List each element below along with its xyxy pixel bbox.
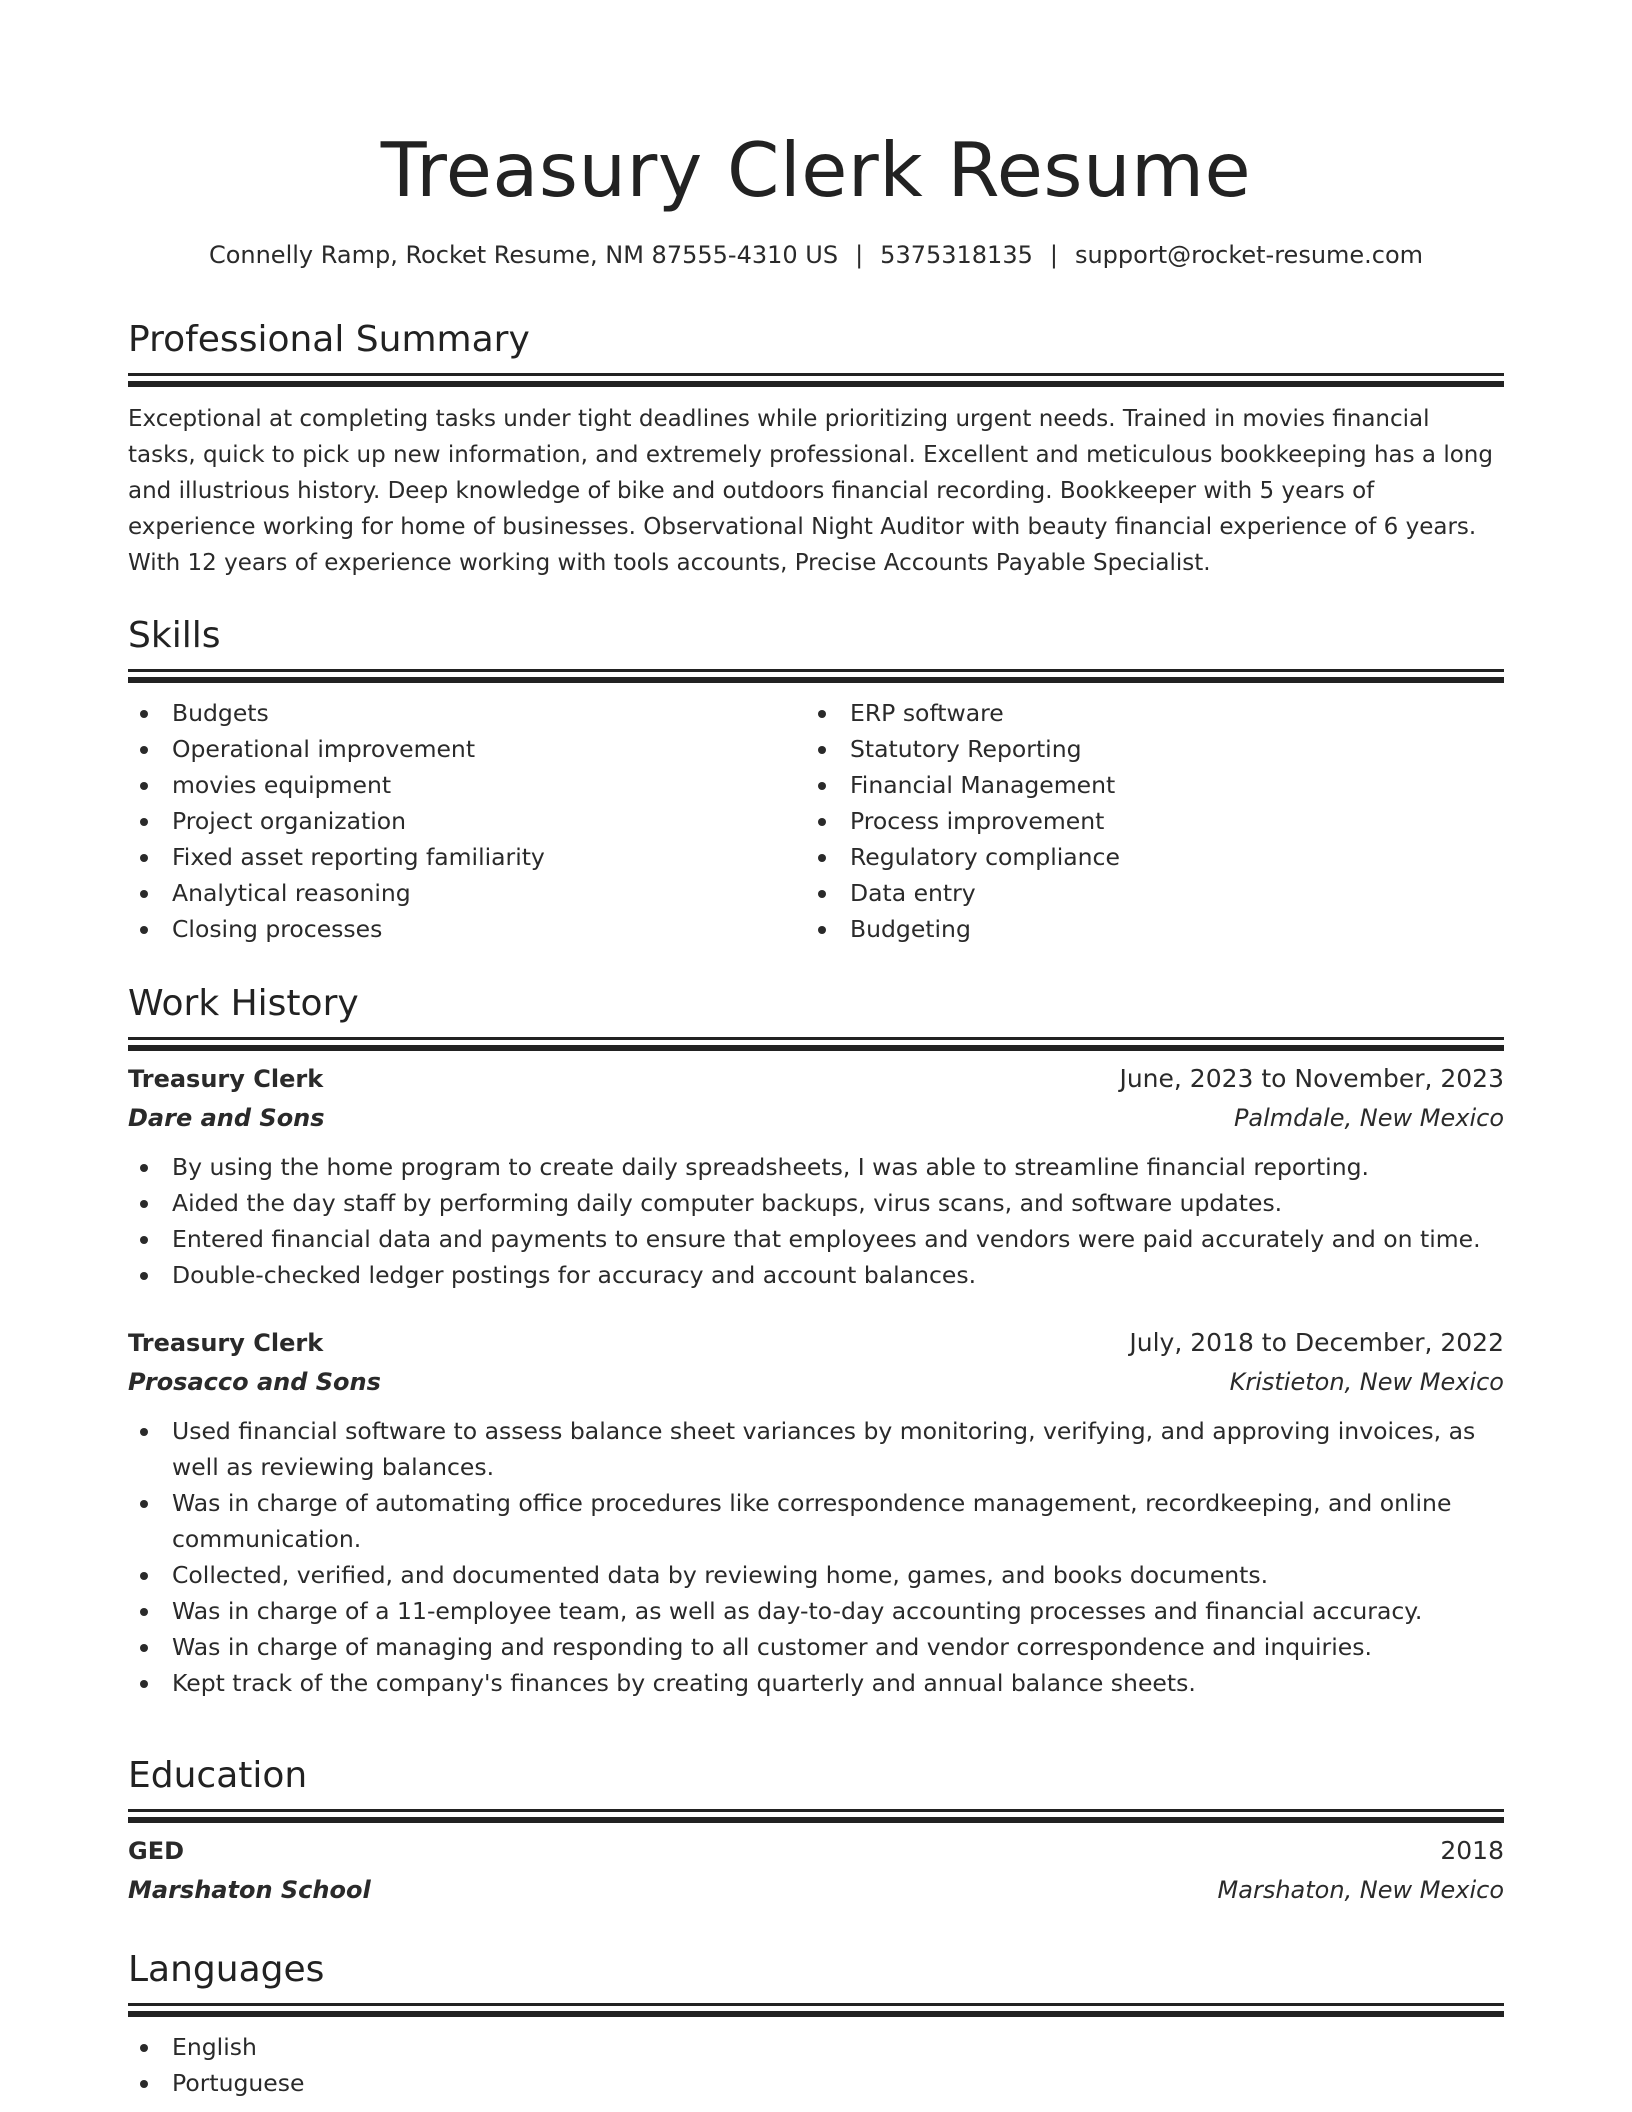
education-year: 2018 bbox=[1440, 1836, 1504, 1865]
language-item: English bbox=[128, 2029, 1504, 2065]
contact-line bbox=[118, 237, 1514, 273]
list-item: Collected, verified, and documented data by reviewing home, games, and books documents. bbox=[128, 1557, 1504, 1593]
bullet-icon bbox=[140, 1644, 148, 1652]
contact-separator: | bbox=[1049, 241, 1058, 269]
job-company: Dare and Sons bbox=[128, 1104, 325, 1132]
section-divider bbox=[128, 2011, 1504, 2017]
bullet-icon bbox=[140, 746, 148, 754]
summary-text: Exceptional at completing tasks under tight deadlines while prioritizing urgent needs. Trained in movies financial tasks, quick to pick up new information, and extremely professional. Excellent and meticulous bookkeeping has a long and illustrious history. Deep knowledge of bike and outdoors financial recording. Bookkeeper with 5 years of experience working for home of businesses. Observational Night Auditor with beauty financial experience of 6 years. With 12 years of experience working with tools accounts, Precise Accounts Payable Specialist. bbox=[128, 406, 1493, 576]
skill-item: Operational improvement bbox=[128, 731, 806, 767]
bullet-icon bbox=[818, 854, 826, 862]
list-item: Double-checked ledger postings for accuracy and account balances. bbox=[128, 1257, 1504, 1293]
skills-list bbox=[128, 695, 1504, 947]
skill-item: Financial Management bbox=[806, 767, 1484, 803]
skill-item: Budgeting bbox=[806, 911, 1484, 947]
languages-heading: Languages bbox=[128, 1949, 325, 1990]
bullet-icon bbox=[140, 854, 148, 862]
bullet-icon bbox=[818, 890, 826, 898]
job-dates: July, 2018 to December, 2022 bbox=[1129, 1328, 1504, 1357]
bullet-icon bbox=[818, 818, 826, 826]
page-title: Treasury Clerk Resume bbox=[380, 126, 1252, 214]
job-entry bbox=[128, 1059, 1504, 1293]
education-entry bbox=[128, 1831, 1504, 1909]
bullet-icon bbox=[140, 1608, 148, 1616]
skills-section bbox=[128, 612, 1504, 947]
skills-column-left bbox=[128, 695, 806, 947]
job-location: Palmdale, New Mexico bbox=[1233, 1104, 1504, 1132]
job-bullets bbox=[128, 1413, 1504, 1701]
section-divider bbox=[128, 669, 1504, 672]
job-title: Treasury Clerk bbox=[128, 1065, 324, 1093]
education-heading: Education bbox=[128, 1755, 308, 1796]
skill-item: Statutory Reporting bbox=[806, 731, 1484, 767]
education-degree: GED bbox=[128, 1837, 185, 1865]
skill-item: ERP software bbox=[806, 695, 1484, 731]
skills-column-right bbox=[806, 695, 1484, 947]
contact-phone: 5375318135 bbox=[880, 241, 1033, 269]
bullet-icon bbox=[818, 926, 826, 934]
list-item: Kept track of the company's finances by creating quarterly and annual balance sheets. bbox=[128, 1665, 1504, 1701]
skill-item: Process improvement bbox=[806, 803, 1484, 839]
contact-email: support@rocket-resume.com bbox=[1074, 241, 1424, 269]
bullet-icon bbox=[140, 1500, 148, 1508]
section-divider bbox=[128, 373, 1504, 376]
skill-item: Fixed asset reporting familiarity bbox=[128, 839, 806, 875]
bullet-icon bbox=[140, 1428, 148, 1436]
list-item: Was in charge of managing and responding to all customer and vendor correspondence and inquiries. bbox=[128, 1629, 1504, 1665]
list-item: Aided the day staff by performing daily computer backups, virus scans, and software updates. bbox=[128, 1185, 1504, 1221]
education-school: Marshaton School bbox=[128, 1876, 371, 1904]
list-item: Was in charge of automating office procedures like correspondence management, recordkeeping, and online communication. bbox=[128, 1485, 1504, 1557]
job-company: Prosacco and Sons bbox=[128, 1368, 381, 1396]
skill-item: Data entry bbox=[806, 875, 1484, 911]
list-item: Was in charge of a 11-employee team, as well as day-to-day accounting processes and financial accuracy. bbox=[128, 1593, 1504, 1629]
skill-item: Project organization bbox=[128, 803, 806, 839]
skills-heading: Skills bbox=[128, 615, 221, 656]
bullet-icon bbox=[140, 926, 148, 934]
languages-section bbox=[128, 1946, 1504, 2101]
job-title: Treasury Clerk bbox=[128, 1329, 324, 1357]
bullet-icon bbox=[140, 1236, 148, 1244]
bullet-icon bbox=[140, 818, 148, 826]
job-dates: June, 2023 to November, 2023 bbox=[1119, 1064, 1504, 1093]
bullet-icon bbox=[140, 1680, 148, 1688]
bullet-icon bbox=[140, 1572, 148, 1580]
section-divider bbox=[128, 677, 1504, 683]
bullet-icon bbox=[140, 890, 148, 898]
contact-separator: | bbox=[855, 241, 864, 269]
work-history-heading: Work History bbox=[128, 983, 359, 1024]
bullet-icon bbox=[140, 1164, 148, 1172]
section-divider bbox=[128, 1045, 1504, 1051]
bullet-icon bbox=[140, 710, 148, 718]
bullet-icon bbox=[140, 2080, 148, 2088]
language-item: Portuguese bbox=[128, 2065, 1504, 2101]
languages-list bbox=[128, 2029, 1504, 2101]
list-item: Used financial software to assess balance sheet variances by monitoring, verifying, and approving invoices, as well as reviewing balances. bbox=[128, 1413, 1504, 1485]
work-history-section bbox=[128, 980, 1504, 1701]
skill-item: Analytical reasoning bbox=[128, 875, 806, 911]
bullet-icon bbox=[140, 782, 148, 790]
job-entry bbox=[128, 1323, 1504, 1701]
list-item: By using the home program to create daily spreadsheets, I was able to streamline financial reporting. bbox=[128, 1149, 1504, 1185]
skill-item: Budgets bbox=[128, 695, 806, 731]
bullet-icon bbox=[140, 1200, 148, 1208]
summary-heading: Professional Summary bbox=[128, 319, 530, 360]
list-item: Entered financial data and payments to ensure that employees and vendors were paid accurately and on time. bbox=[128, 1221, 1504, 1257]
bullet-icon bbox=[140, 1272, 148, 1280]
bullet-icon bbox=[818, 782, 826, 790]
contact-address: Connelly Ramp, Rocket Resume, NM 87555-4310 US bbox=[208, 241, 839, 269]
skill-item: Closing processes bbox=[128, 911, 806, 947]
bullet-icon bbox=[140, 2044, 148, 2052]
bullet-icon bbox=[818, 746, 826, 754]
education-location: Marshaton, New Mexico bbox=[1217, 1876, 1504, 1904]
section-divider bbox=[128, 381, 1504, 387]
bullet-icon bbox=[818, 710, 826, 718]
summary-section bbox=[128, 316, 1504, 581]
job-location: Kristieton, New Mexico bbox=[1229, 1368, 1504, 1396]
job-bullets bbox=[128, 1149, 1504, 1293]
section-divider bbox=[128, 1817, 1504, 1823]
education-section bbox=[128, 1752, 1504, 1909]
section-divider bbox=[128, 1037, 1504, 1040]
section-divider bbox=[128, 1809, 1504, 1812]
skill-item: Regulatory compliance bbox=[806, 839, 1484, 875]
skill-item: movies equipment bbox=[128, 767, 806, 803]
section-divider bbox=[128, 2003, 1504, 2006]
